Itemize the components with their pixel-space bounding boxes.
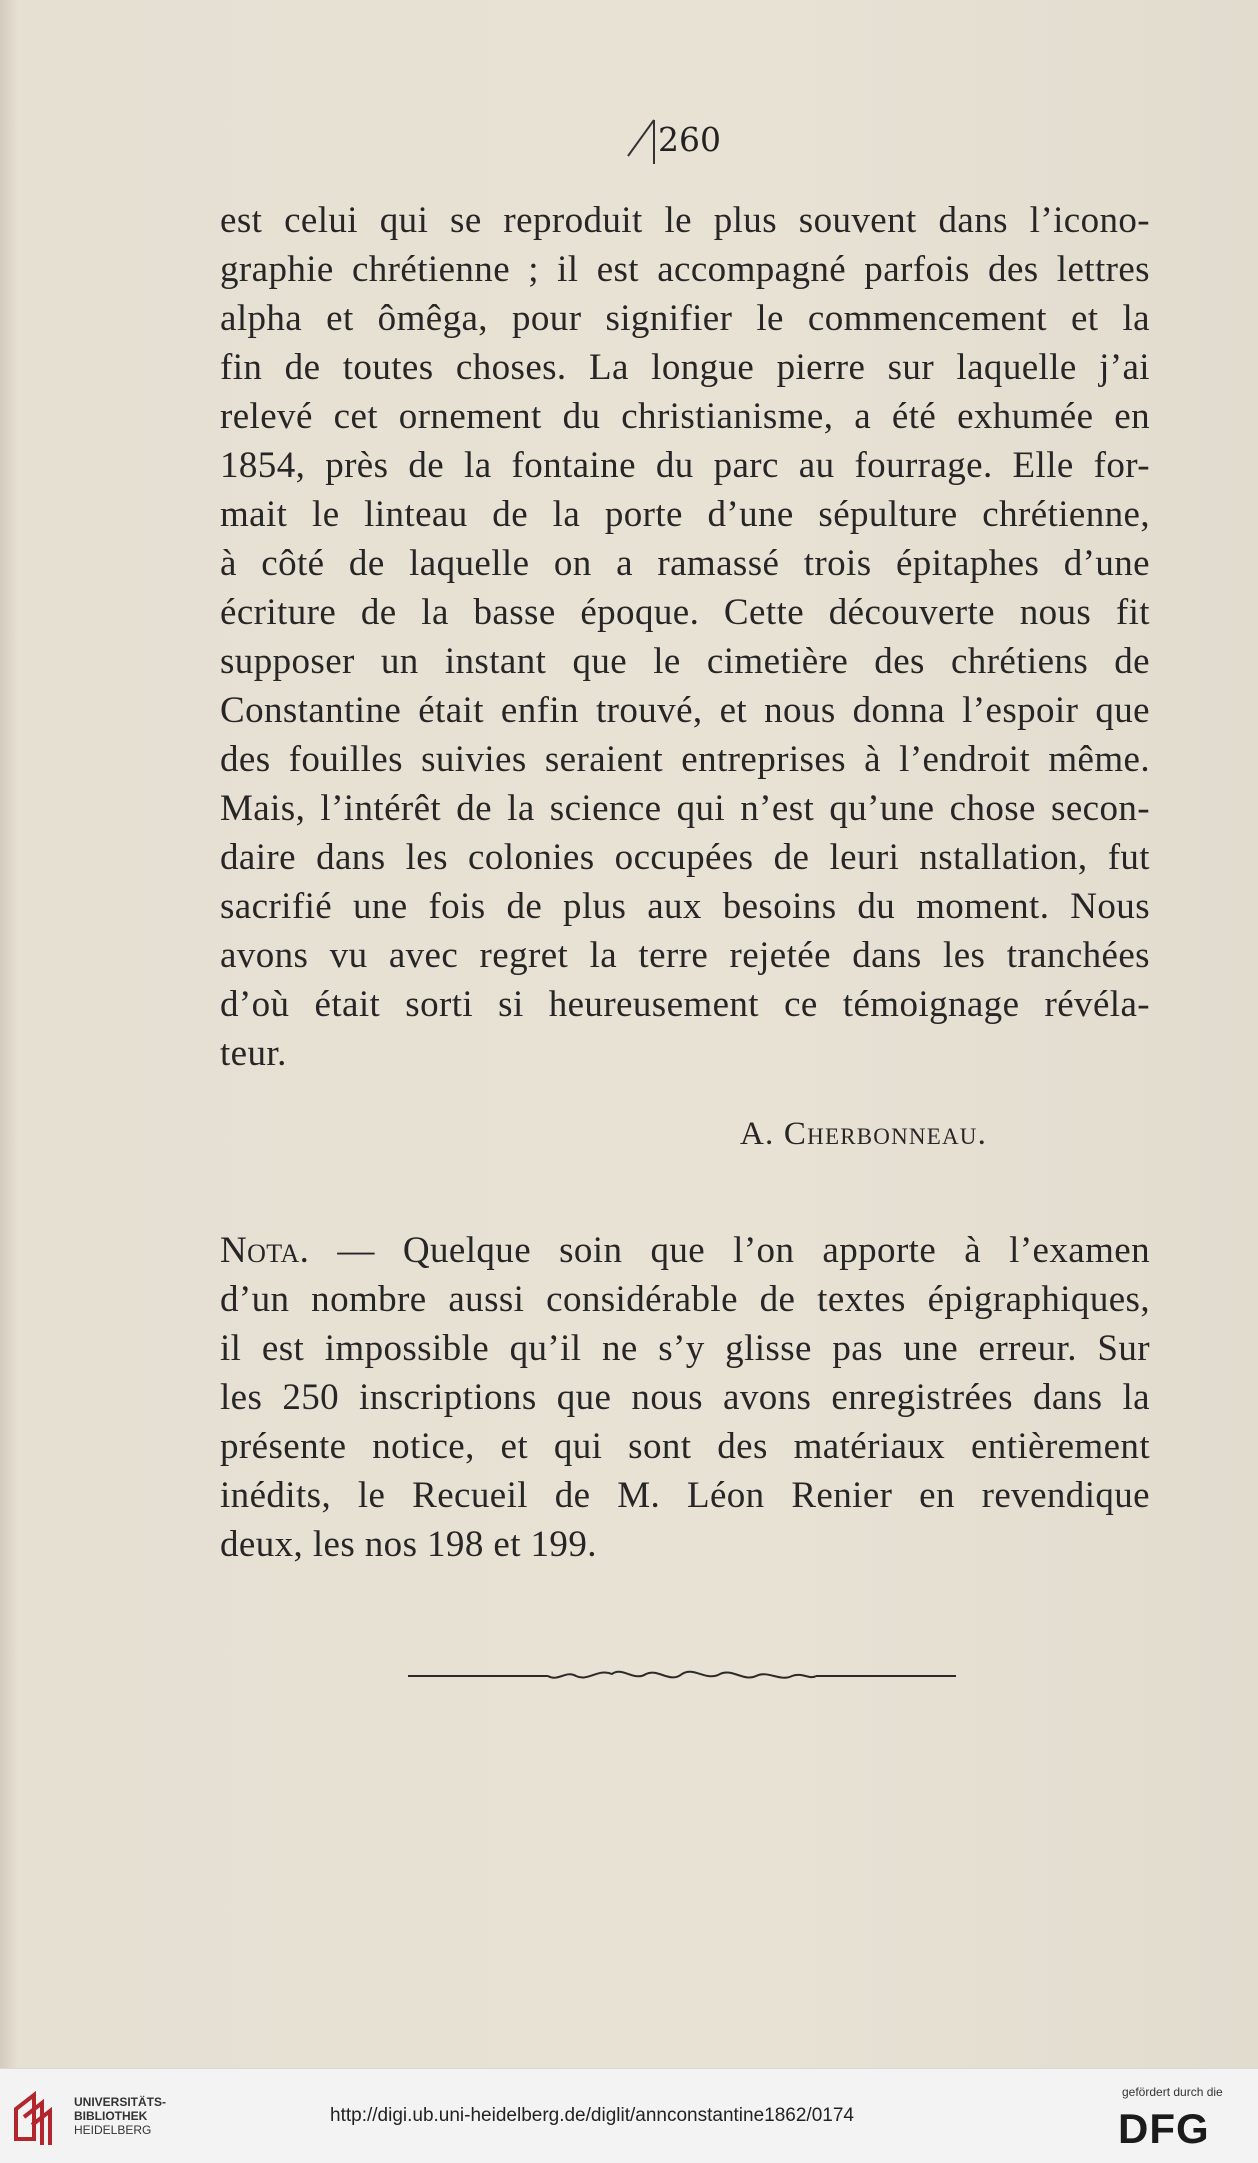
text-line: écriture de la basse époque. Cette découverte nous fit bbox=[220, 592, 1150, 633]
library-name-line: UNIVERSITÄTS- bbox=[74, 2095, 167, 2109]
page-number-text: 260 bbox=[658, 120, 721, 159]
text-line bbox=[220, 1226, 1150, 1275]
ornament-divider-icon bbox=[408, 1662, 956, 1688]
text-line: fin de toutes choses. La longue pierre sur laquelle j’ai bbox=[220, 347, 1150, 388]
funded-by-text: gefördert durch die bbox=[1122, 2085, 1223, 2099]
library-name-line: HEIDELBERG bbox=[74, 2123, 152, 2137]
text-line: présente notice, et qui sont des matériaux entièrement bbox=[220, 1426, 1150, 1467]
text-line: les 250 inscriptions que nous avons enregistrées dans la bbox=[220, 1377, 1150, 1418]
library-name bbox=[74, 2095, 166, 2137]
text-line: 1854, près de la fontaine du parc au fourrage. Elle for- bbox=[220, 445, 1150, 486]
text-line: d’où était sorti si heureusement ce témoignage révéla- bbox=[220, 984, 1150, 1025]
text-line: des fouilles suivies seraient entreprises à l’endroit même. bbox=[220, 739, 1150, 780]
text-line: deux, les nos 198 et 199. bbox=[220, 1524, 597, 1565]
text-line: inédits, le Recueil de M. Léon Renier en revendique bbox=[220, 1475, 1150, 1516]
library-name-line: BIBLIOTHEK bbox=[74, 2109, 148, 2123]
text-line: Mais, l’intérêt de la science qui n’est qu’une chose secon- bbox=[220, 788, 1150, 829]
main-paragraph bbox=[220, 196, 1150, 1078]
text-line: supposer un instant que le cimetière des chrétiens de bbox=[220, 641, 1150, 682]
text-line: graphie chrétienne ; il est accompagné parfois des lettres bbox=[220, 249, 1150, 290]
university-library-logo-icon bbox=[12, 2087, 70, 2147]
text-line: mait le linteau de la porte d’une sépulture chrétienne, bbox=[220, 494, 1150, 535]
nota-label: Nota. bbox=[220, 1230, 310, 1271]
text-line: teur. bbox=[220, 1033, 287, 1074]
text-line: à côté de laquelle on a ramassé trois épitaphes d’une bbox=[220, 543, 1150, 584]
text-line: Constantine était enfin trouvé, et nous donna l’espoir que bbox=[220, 690, 1150, 731]
page-number bbox=[658, 120, 721, 159]
author-signature: A. Cherbonneau. bbox=[740, 1116, 988, 1152]
text-line: il est impossible qu’il ne s’y glisse pas une erreur. Sur bbox=[220, 1328, 1150, 1369]
dfg-logo: DFG bbox=[1118, 2105, 1210, 2152]
text-line: d’un nombre aussi considérable de textes épigraphiques, bbox=[220, 1279, 1150, 1320]
text-line: sacrifié une fois de plus aux besoins du moment. Nous bbox=[220, 886, 1150, 927]
nota-line-text: — Quelque soin que l’on apporte à l’examen bbox=[309, 1230, 1150, 1271]
text-line: daire dans les colonies occupées de leuri nstallation, fut bbox=[220, 837, 1150, 878]
text-line: est celui qui se reproduit le plus souvent dans l’icono- bbox=[220, 200, 1150, 241]
pencil-mark-icon bbox=[624, 114, 664, 166]
text-line: alpha et ômêga, pour signifier le commencement et la bbox=[220, 298, 1150, 339]
nota-paragraph bbox=[220, 1226, 1150, 1569]
permalink-url[interactable]: http://digi.ub.uni-heidelberg.de/diglit/annconstantine1862/0174 bbox=[330, 2105, 854, 2126]
text-line: relevé cet ornement du christianisme, a été exhumée en bbox=[220, 396, 1150, 437]
text-line: avons vu avec regret la terre rejetée dans les tranchées bbox=[220, 935, 1150, 976]
footer-bar bbox=[0, 2068, 1258, 2163]
